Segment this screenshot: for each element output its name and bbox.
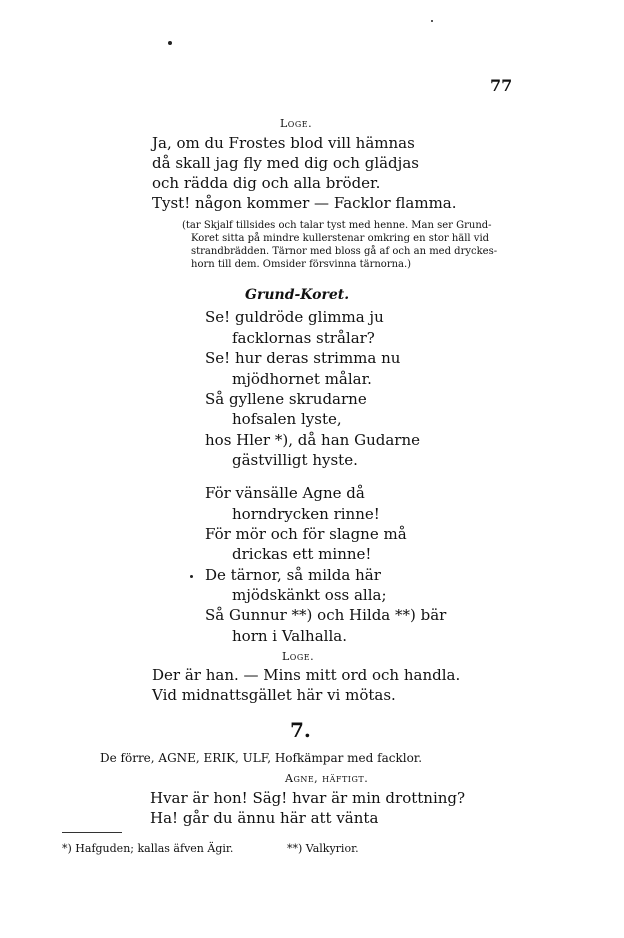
verse-line: Så gyllene skrudarne xyxy=(205,390,367,408)
chorus-title: Grund-Koret. xyxy=(245,287,350,303)
speaker-loge: Loge. xyxy=(282,650,315,663)
verse-line: gästvilligt hyste. xyxy=(232,451,358,469)
verse-line: Vid midnattsgället här vi mötas. xyxy=(152,686,396,704)
verse-line: Ha! går du ännu här att vänta xyxy=(150,809,379,827)
footnote-1: *) Hafguden; kallas äfven Ägir. xyxy=(62,842,234,855)
verse-line: och rädda dig och alla bröder. xyxy=(152,174,381,192)
speaker-loge: Loge. xyxy=(280,117,313,130)
verse-line: mjödhornet målar. xyxy=(232,370,372,388)
ink-speck xyxy=(431,20,433,22)
direction-line: horn till dem. Omsider försvinna tärnorna.) xyxy=(191,259,412,270)
direction-line: Koret sitta på mindre kullerstenar omkring en stor häll vid xyxy=(191,233,490,244)
verse-line: facklornas strålar? xyxy=(232,329,375,347)
scene-number: 7. xyxy=(290,718,311,742)
verse-line: Se! hur deras strimma nu xyxy=(205,349,401,367)
verse-line: horn i Valhalla. xyxy=(232,627,347,645)
footnote-rule xyxy=(62,832,122,833)
speaker-agne: Agne, häftigt. xyxy=(285,772,369,785)
verse-line: Se! guldröde glimma ju xyxy=(205,308,384,326)
footnote-2: **) Valkyrior. xyxy=(287,842,359,855)
verse-line: Ja, om du Frostes blod vill hämnas xyxy=(152,134,415,152)
direction-line: (tar Skjalf tillsides och talar tyst med henne. Man ser Grund- xyxy=(182,220,492,231)
page-number: 77 xyxy=(490,76,513,95)
verse-line: horndrycken rinne! xyxy=(232,505,380,523)
verse-line: För mör och för slagne må xyxy=(205,525,407,543)
ink-speck xyxy=(190,575,193,578)
verse-line: Så Gunnur **) och Hilda **) bär xyxy=(205,606,447,624)
verse-line: Der är han. — Mins mitt ord och handla. xyxy=(152,666,461,684)
ink-speck xyxy=(168,41,172,45)
verse-line: hofsalen lyste, xyxy=(232,410,342,428)
direction-line: strandbrädden. Tärnor med bloss gå af och an med dryckes- xyxy=(191,246,498,257)
verse-line: då skall jag fly med dig och glädjas xyxy=(152,154,419,172)
verse-line: drickas ett minne! xyxy=(232,545,372,563)
verse-line: mjödskänkt oss alla; xyxy=(232,586,387,604)
verse-line: hos Hler *), då han Gudarne xyxy=(205,431,420,449)
verse-line: Hvar är hon! Säg! hvar är min drottning? xyxy=(150,789,466,807)
verse-line: De tärnor, så milda här xyxy=(205,566,381,584)
cast-list: De förre, AGNE, ERIK, ULF, Hofkämpar med facklor. xyxy=(100,751,423,765)
verse-line: För vänsälle Agne då xyxy=(205,484,365,502)
verse-line: Tyst! någon kommer — Facklor flamma. xyxy=(152,194,457,212)
